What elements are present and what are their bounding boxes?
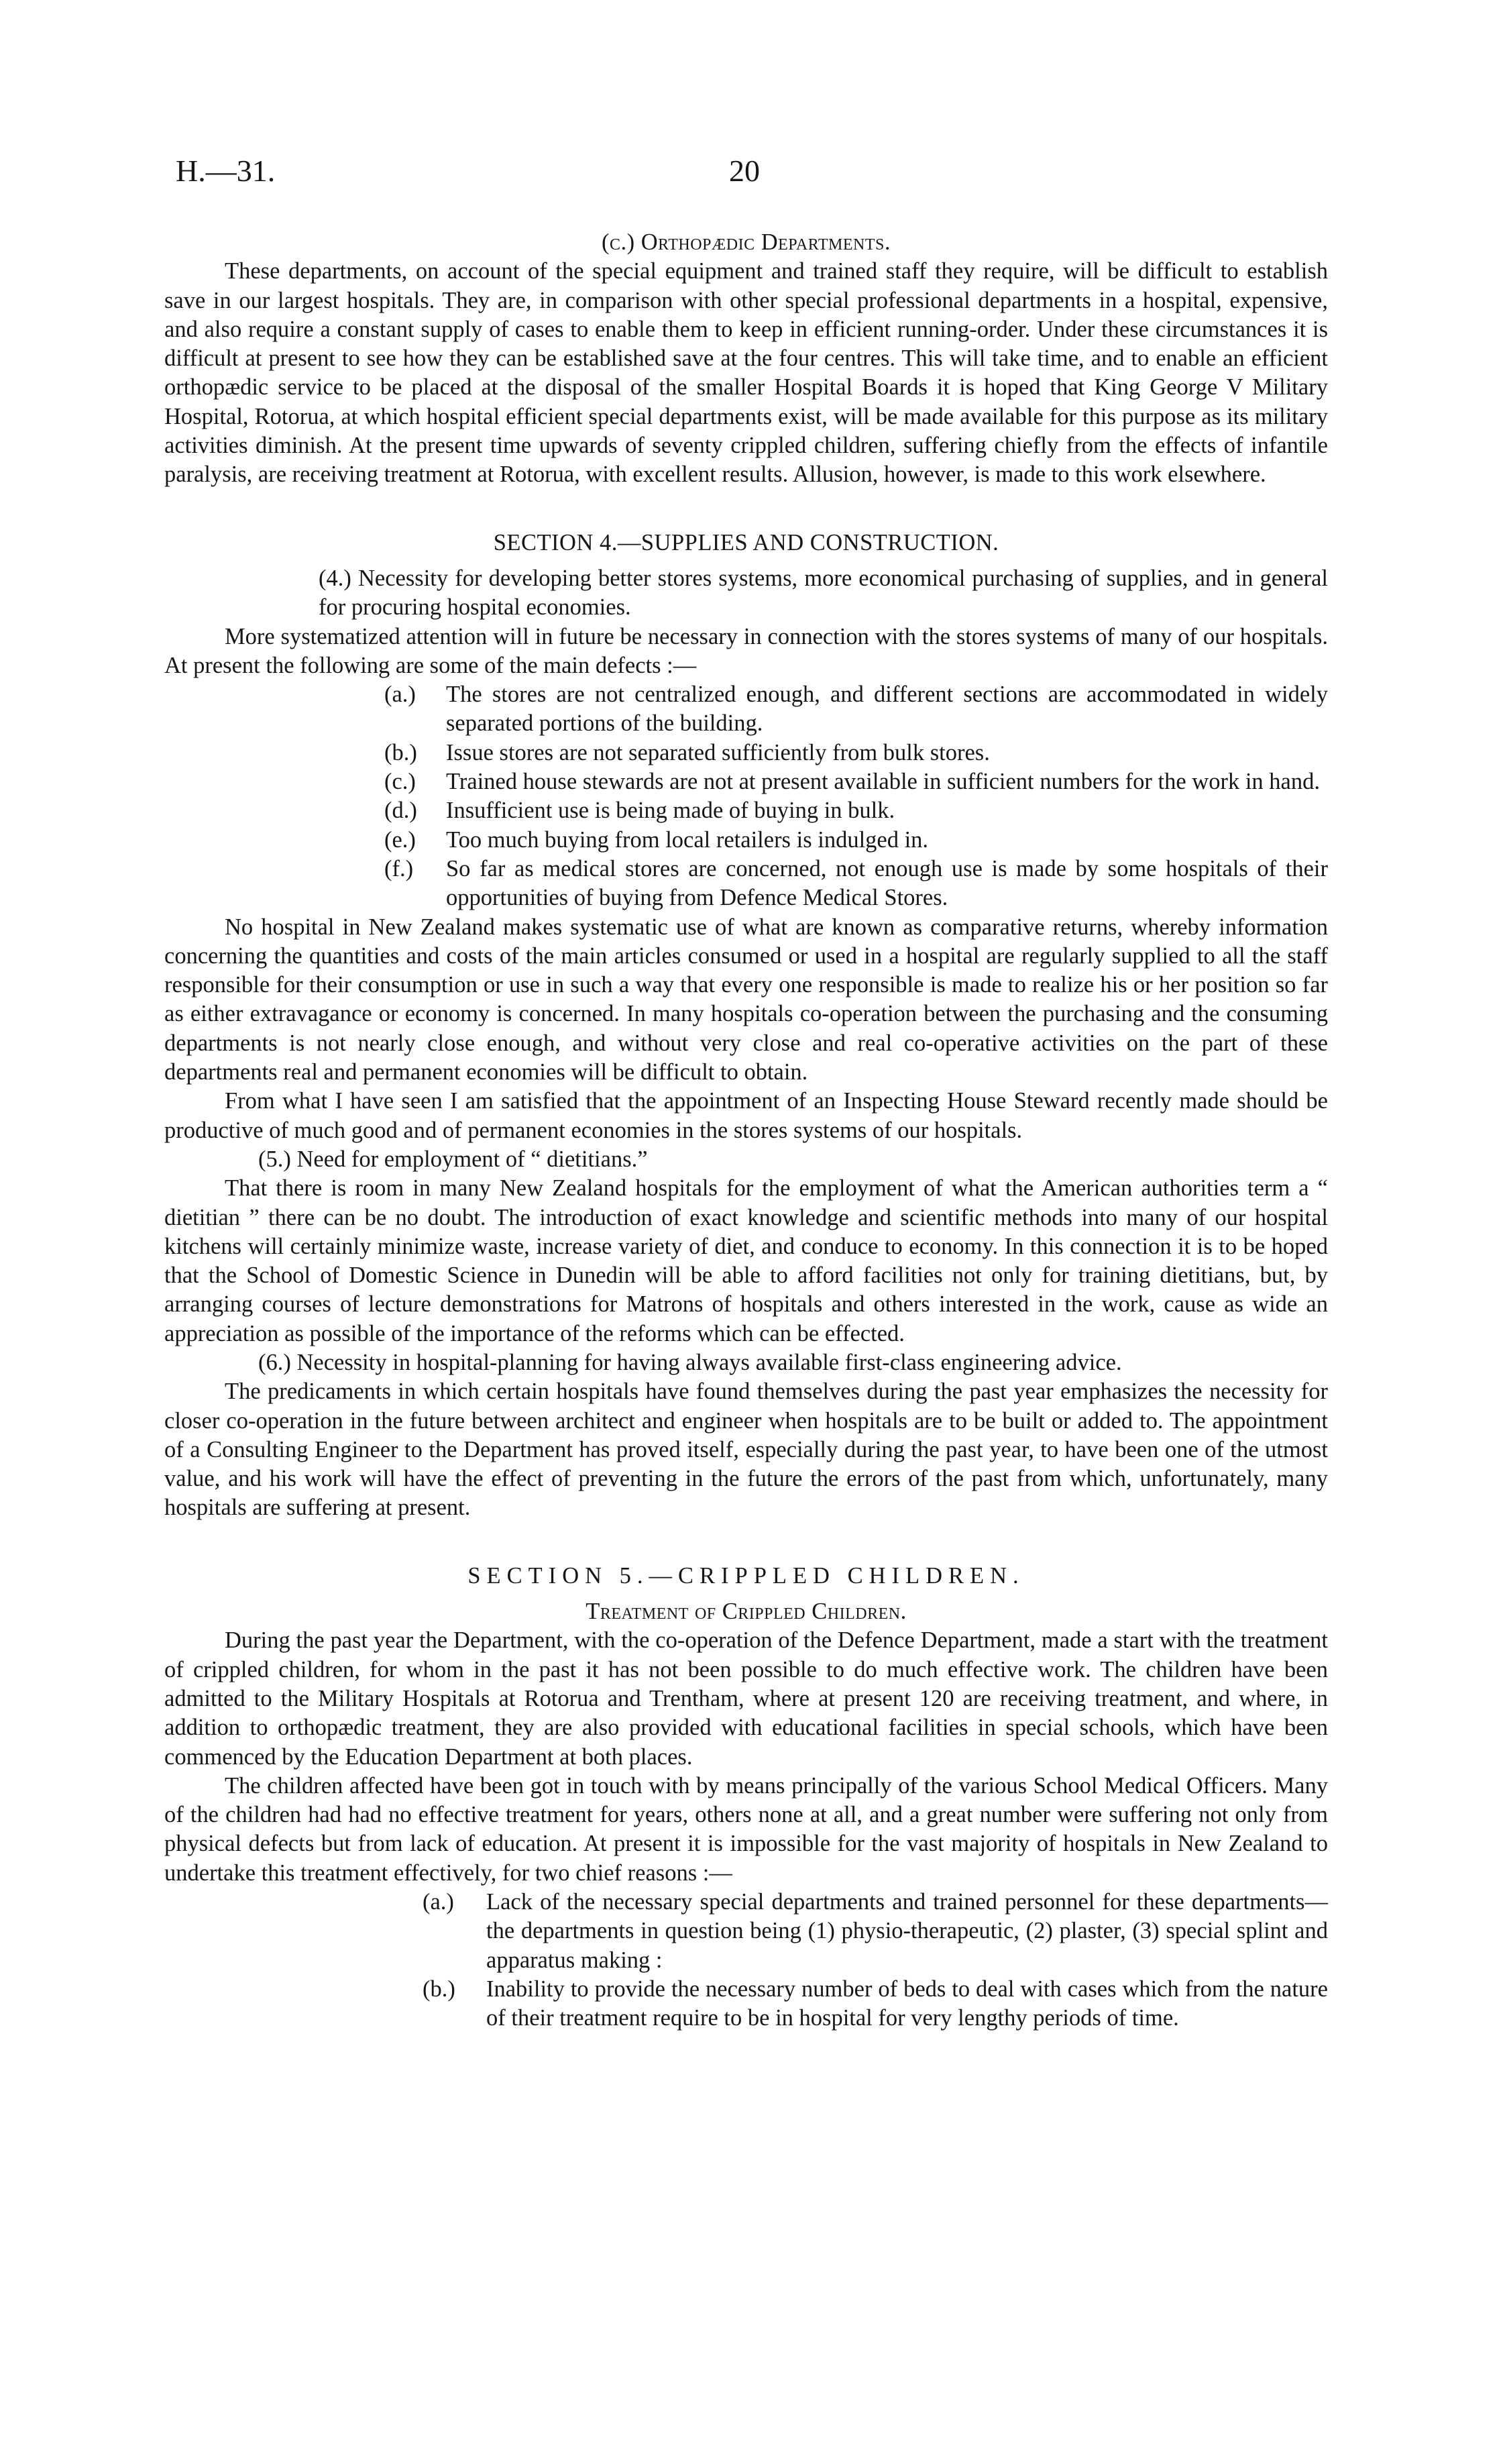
item-4-text: Necessity for developing better stores systems, more economical purchasing of supplies, and in general for procuring hospital economies. — [319, 565, 1329, 621]
defect-b — [164, 739, 1328, 767]
defect-text: So far as medical stores are concerned, not enough use is made by some hospitals of their opportunities of buying from Defence Medical Stores. — [446, 855, 1328, 911]
defect-label: (c.) — [384, 769, 416, 795]
defect-text: Issue stores are not separated sufficiently from bulk stores. — [446, 739, 990, 765]
orthopaedic-paragraph: These departments, on account of the special equipment and trained staff they require, will be difficult to establish save in our largest hospitals. They are, in comparison with other special professional departments in a hospital, expensive, and also require a constant supply of cases to enable them to keep in efficient running-order. Under these circumstances it is difficult at present to see how they can be established save at the four centres. This will take time, and to enable an efficient orthopædic service to be placed at the disposal of the smaller Hospital Boards it is hoped that King George V Military Hospital, Rotorua, at which hospital efficient special departments exist, will be made available for this purpose as its military activities diminish. At the present time upwards of seventy crippled children, suffering chiefly from the effects of infantile paralysis, are receiving treatment at Rotorua, with excellent results. Allusion, however, is made to this work elsewhere. — [164, 258, 1328, 488]
defect-label: (d.) — [384, 798, 417, 824]
defects-list — [164, 680, 1328, 912]
defect-label: (a.) — [384, 682, 416, 708]
stores-intro: More systematized attention will in future be necessary in connection with the stores systems of many of our hospitals. At present the following are some of the main defects :— — [164, 623, 1328, 678]
defect-text: Too much buying from local retailers is indulged in. — [446, 826, 929, 853]
defect-label: (e.) — [384, 826, 416, 853]
crippled-children-start-paragraph: During the past year the Department, with the co-operation of the Defence Department, made a start with the treatment of crippled children, for whom in the past it has not been possible to do much effective work. The children have been admitted to the Military Hospitals at Rotorua and Trentham, where at present 120 are receiving treatment, and where, in addition to orthopædic treatment, they are also provided with educational facilities in special schools, which have been commenced by the Education Department at both places. — [164, 1627, 1328, 1770]
defect-d — [164, 796, 1328, 825]
defect-a — [164, 680, 1328, 739]
section-5-title: SECTION 5.—CRIPPLED CHILDREN. — [467, 1562, 1025, 1589]
comparative-returns-paragraph: No hospital in New Zealand makes systematic use of what are known as comparative returns, whereby information concerning the quantities and costs of the main articles consumed or used in a hospital are regularly supplied to all the staff responsible for their consumption or use in such a way that every one responsible is made to realize his or her position so far as either extravagance or economy is concerned. In many hospitals co-operation between the purchasing and the consuming departments is not nearly close enough, and without very close and real co-operative activities on the part of these departments real and permanent economies will be difficult to obtain. — [164, 914, 1328, 1085]
defect-label: (b.) — [384, 739, 417, 765]
defect-f — [164, 855, 1328, 913]
defect-c — [164, 767, 1328, 796]
page-body — [164, 228, 1328, 2033]
document-reference: H.—31. — [176, 154, 276, 188]
defect-e — [164, 826, 1328, 855]
defect-text: Trained house stewards are not at present available in sufficient numbers for the work in hand. — [446, 769, 1320, 795]
defect-label: (f.) — [384, 855, 414, 881]
item-5-heading: (5.) Need for employment of “ dietitians.” — [258, 1146, 648, 1172]
section-5-subtitle: Treatment of Crippled Children. — [586, 1599, 907, 1625]
defect-text: The stores are not centralized enough, and different sections are accommodated in widely separated portions of the building. — [446, 682, 1328, 737]
item-6-heading: (6.) Necessity in hospital-planning for having always available first-class engineering advice. — [258, 1349, 1122, 1375]
reason-label: (a.) — [423, 1889, 454, 1915]
section-4-item-4 — [164, 564, 1328, 623]
reasons-list — [164, 1888, 1328, 2033]
item-4-label: (4.) — [319, 565, 351, 591]
reason-a — [164, 1888, 1328, 1975]
house-steward-paragraph: From what I have seen I am satisfied that the appointment of an Inspecting House Steward recently made should be productive of much good and of permanent economies in the stores systems of our hospitals. — [164, 1088, 1328, 1143]
reason-b — [164, 1975, 1328, 2033]
orthopaedic-heading: (c.) Orthopædic Departments. — [602, 229, 891, 255]
reason-label: (b.) — [423, 1976, 455, 2002]
dietitians-paragraph: That there is room in many New Zealand hospitals for the employment of what the American authorities term a “ dietitian ” there can be no doubt. The introduction of exact knowledge and scientific methods into many of our hospital kitchens will certainly minimize waste, increase variety of diet, and conduce to economy. In this connection it is to be hoped that the School of Domestic Science in Dunedin will be able to afford facilities not only for training dietitians, but, by arranging courses of lecture demonstrations for Matrons of hospitals and others interested in the work, cause as wide an appreciation as possible of the importance of the reforms which can be effected. — [164, 1175, 1328, 1346]
children-affected-paragraph: The children affected have been got in touch with by means principally of the various School Medical Officers. Many of the children had had no effective treatment for years, others none at all, and a great number were suffering not only from physical defects but from lack of education. At present it is impossible for the vast majority of hospitals in New Zealand to undertake this treatment effectively, for two chief reasons :— — [164, 1772, 1328, 1886]
engineering-paragraph: The predicaments in which certain hospitals have found themselves during the past year emphasizes the necessity for closer co-operation in the future between architect and engineer when hospitals are to be built or added to. The appointment of a Consulting Engineer to the Department has proved itself, especially during the past year, to have been one of the utmost value, and his work will have the effect of preventing in the future the errors of the past from which, unfortunately, many hospitals are suffering at present. — [164, 1379, 1328, 1521]
page-number: 20 — [729, 154, 760, 188]
reason-text: Inability to provide the necessary number of beds to deal with cases which from the nature of their treatment require to be in hospital for very lengthy periods of time. — [486, 1976, 1328, 2031]
reason-text: Lack of the necessary special departments and trained personnel for these departments—the departments in question being (1) physio-therapeutic, (2) plaster, (3) special splint and apparatus making : — [486, 1889, 1328, 1973]
section-4-title: SECTION 4.—SUPPLIES AND CONSTRUCTION. — [493, 529, 999, 555]
defect-text: Insufficient use is being made of buying in bulk. — [446, 798, 895, 824]
